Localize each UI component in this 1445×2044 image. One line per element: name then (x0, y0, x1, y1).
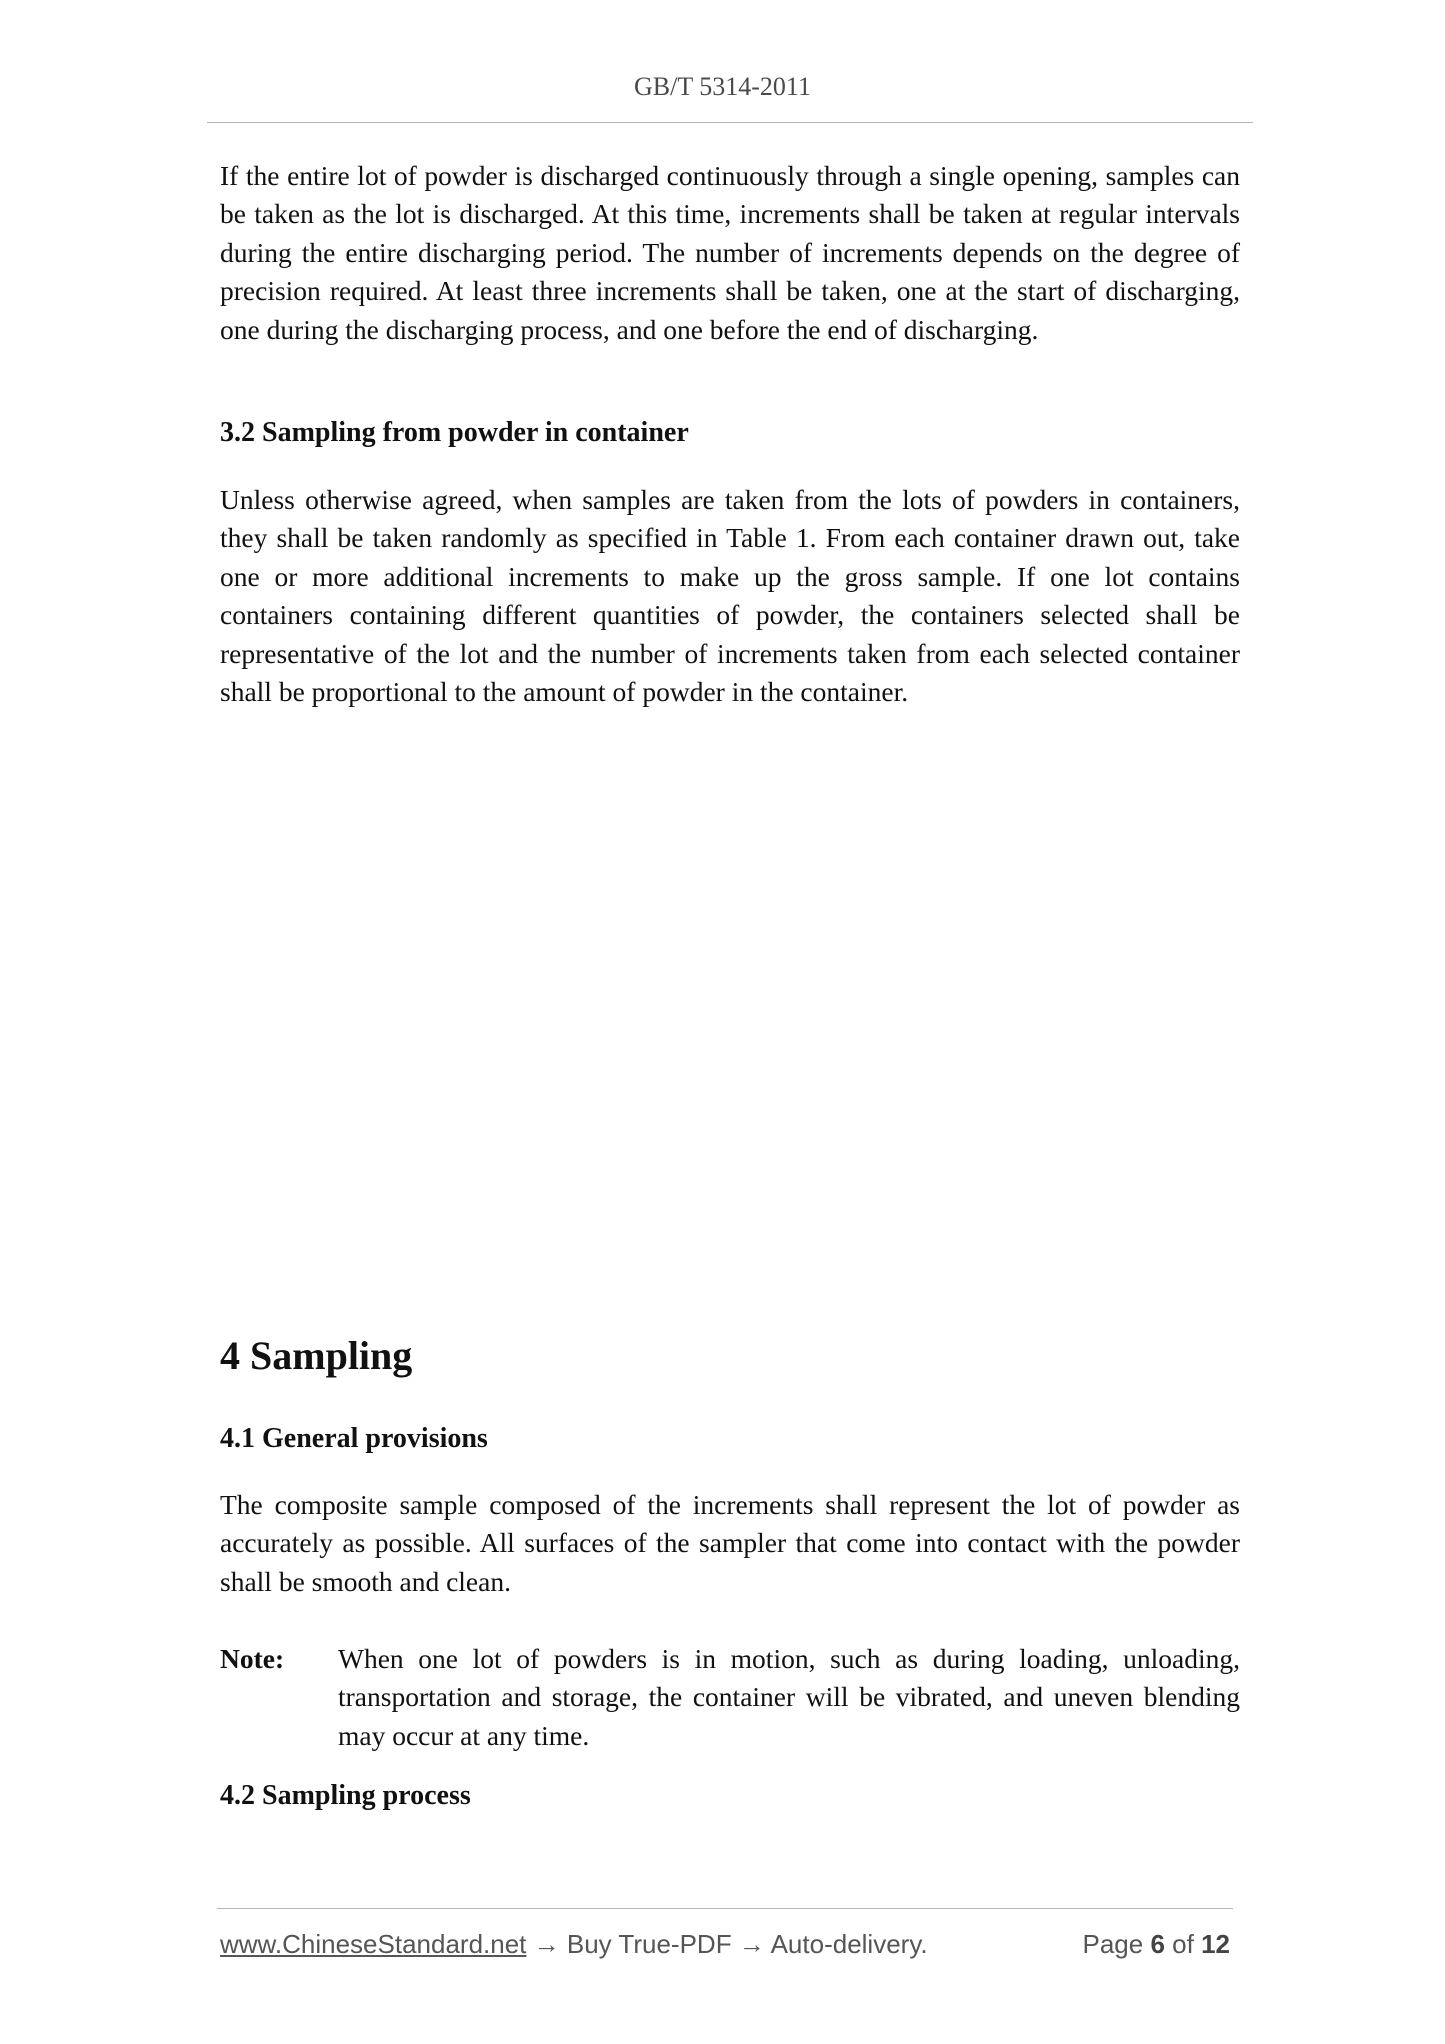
note-text: When one lot of powders is in motion, such as during loading, unloading, transportation and storage, the container will be vibrated, and uneven blending may occur at any time. (338, 1643, 1240, 1751)
document-id-header: GB/T 5314-2011 (634, 72, 811, 101)
header-divider (207, 122, 1253, 123)
page-total: 12 (1201, 1929, 1230, 1959)
website-link[interactable]: www.ChineseStandard.net (220, 1929, 527, 1959)
section-heading-4-1: 4.1 General provisions (220, 1423, 488, 1454)
footer-promo-text: → Buy True-PDF → Auto-delivery. (533, 1929, 928, 1959)
footer-divider (217, 1908, 1233, 1909)
section-heading-4-2: 4.2 Sampling process (220, 1780, 471, 1811)
paragraph-container-sampling: Unless otherwise agreed, when samples are taken from the lots of powders in containers, they shall be taken randomly as specified in Table 1. From each container drawn out, take one or more additional increments to make up the gross sample. If one lot contains containers containing different quantities of powder, the containers selected shall be representative of the lot and the number of increments taken from each selected container shall be proportional to the amount of powder in the container. (220, 484, 1240, 708)
paragraph-lot-discharge: If the entire lot of powder is discharged continuously through a single opening, samples can be taken as the lot is discharged. At this time, increments shall be taken at regular intervals during the entire discharging period. The number of increments depends on the degree of precision required. At least three increments shall be taken, one at the start of discharging, one during the discharging process, and one before the end of discharging. (220, 160, 1240, 345)
section-heading-4: 4 Sampling (220, 1333, 413, 1378)
paragraph-general-provisions: The composite sample composed of the increments shall represent the lot of powder as accurately as possible. All surfaces of the sampler that come into contact with the powder shall be smooth and clean. (220, 1489, 1240, 1597)
note-block (220, 1640, 1240, 1755)
note-label: Note: (220, 1643, 285, 1674)
page-current: 6 (1150, 1929, 1165, 1959)
section-heading-3-2: 3.2 Sampling from powder in container (220, 417, 689, 448)
page-of-label: of (1172, 1929, 1194, 1959)
page-label: Page (1082, 1929, 1144, 1959)
page-number (1082, 1929, 1230, 1960)
page-footer (220, 1929, 1230, 1960)
